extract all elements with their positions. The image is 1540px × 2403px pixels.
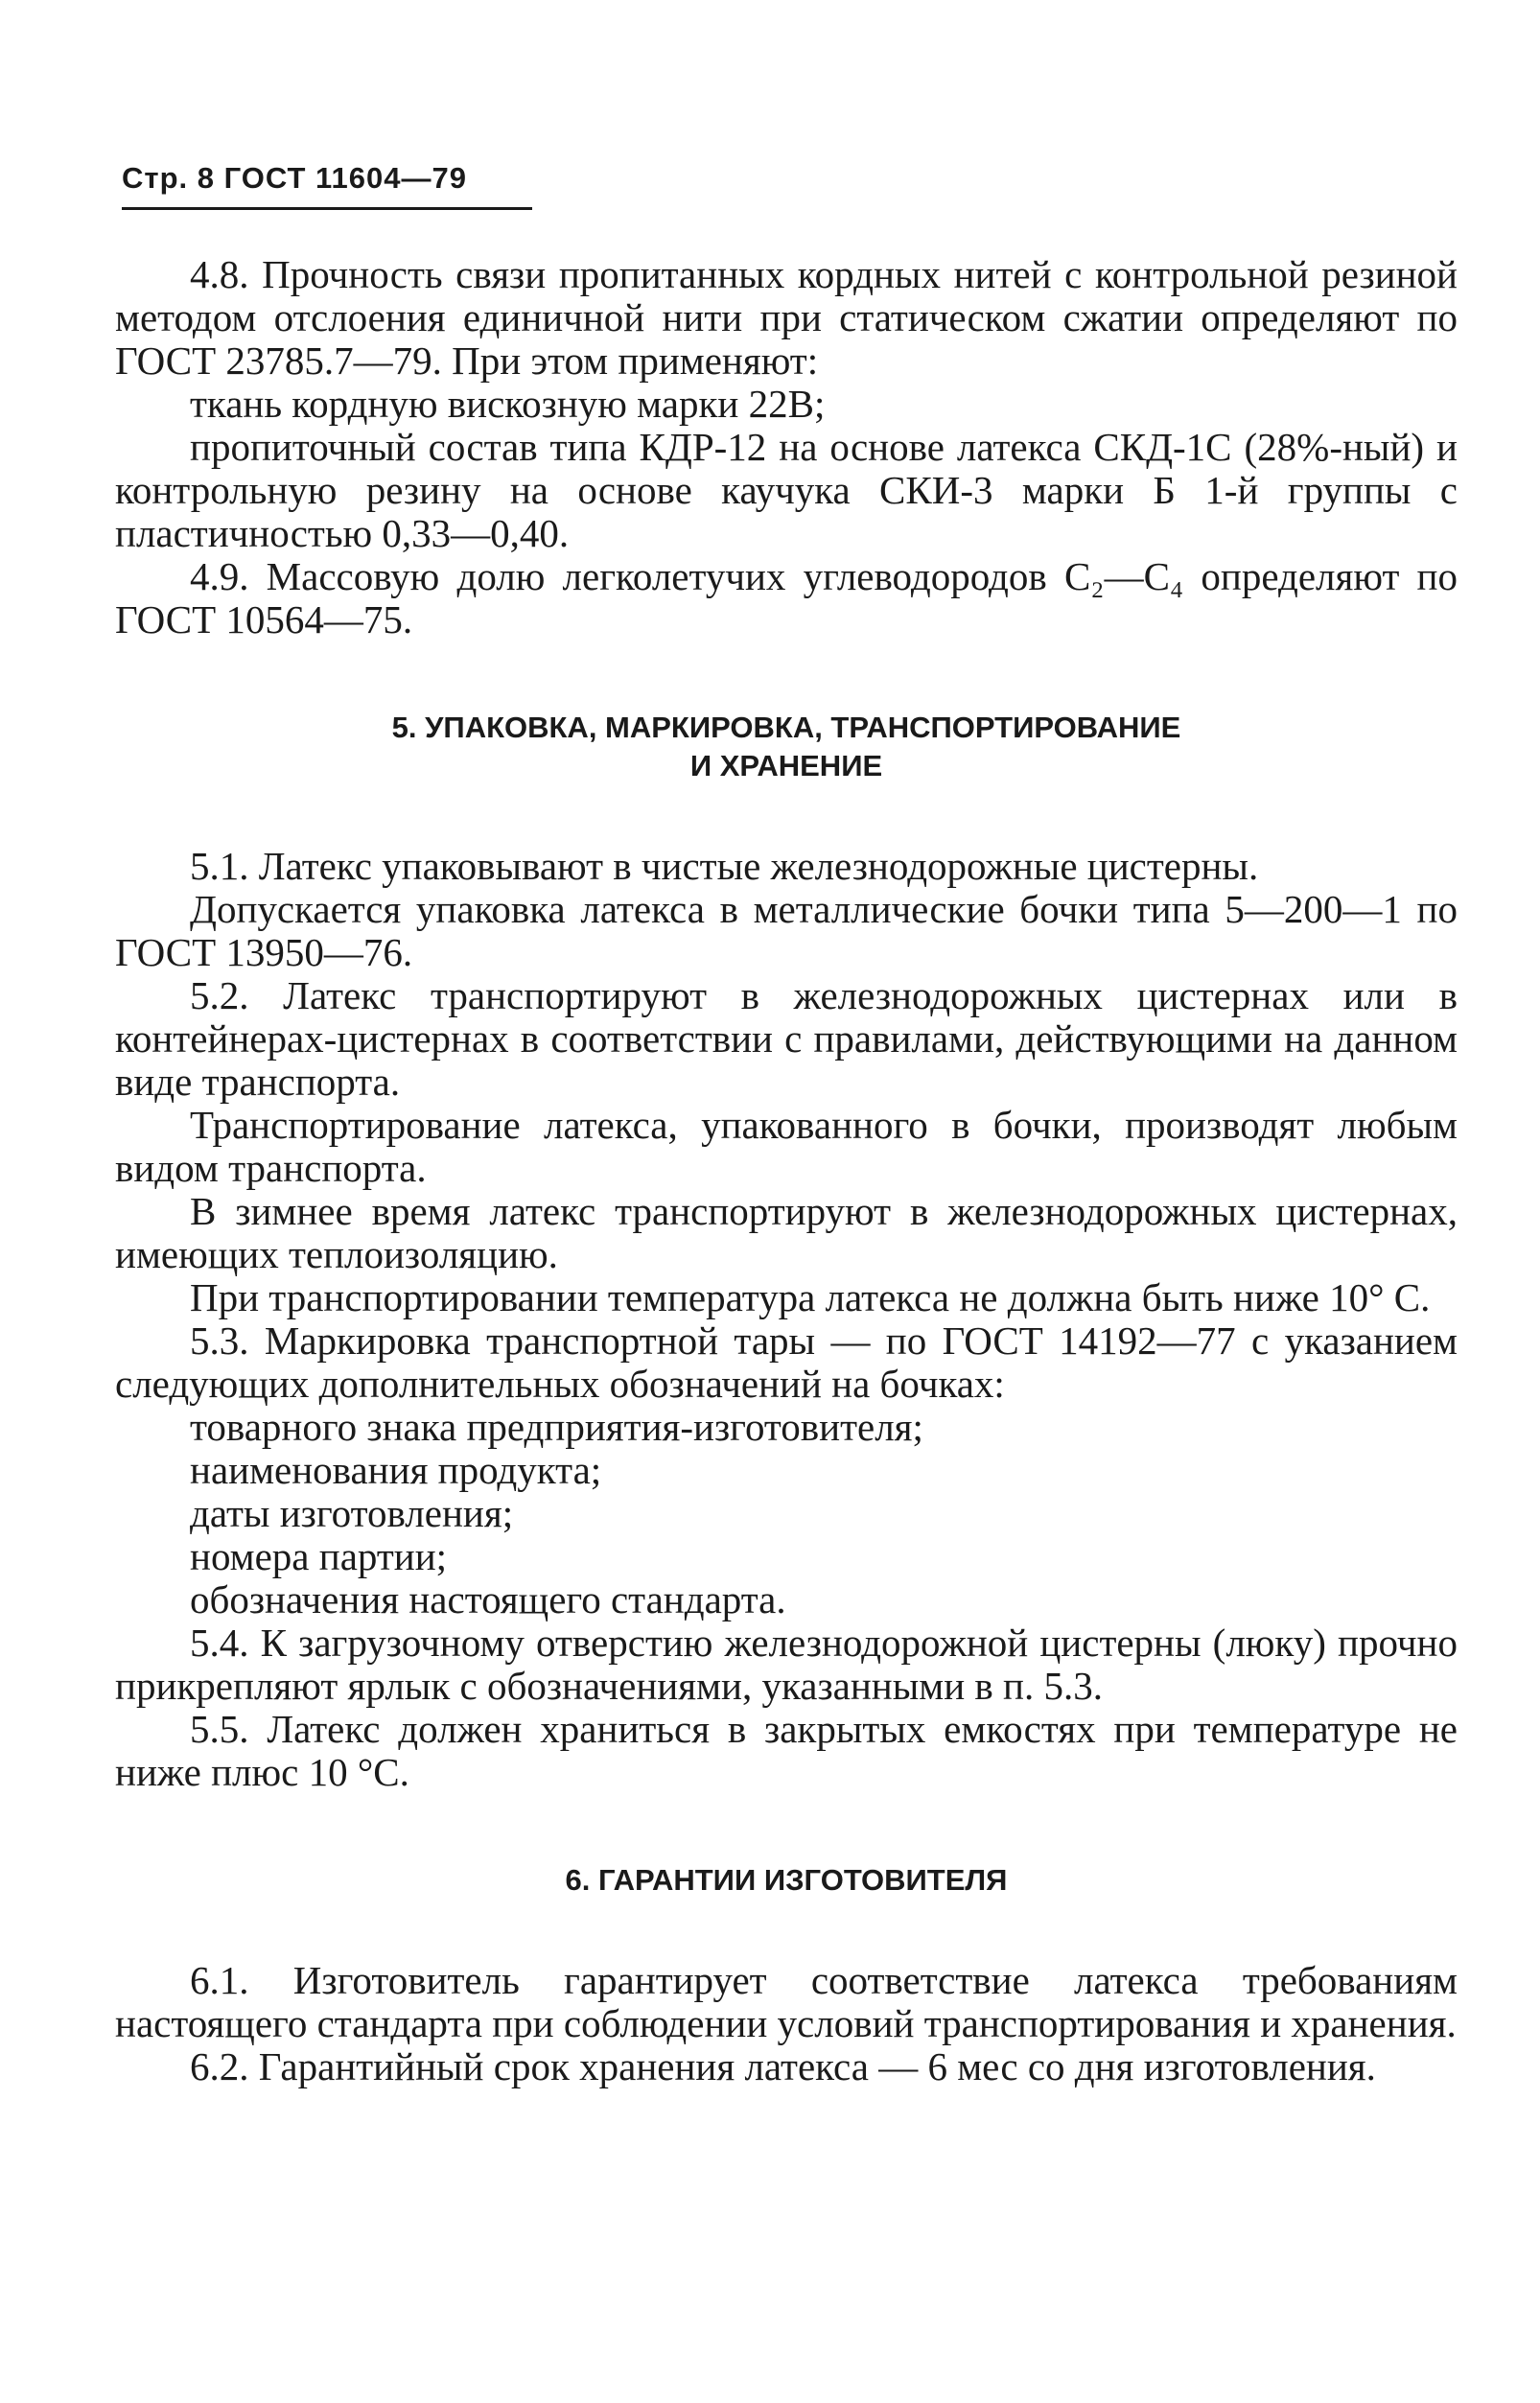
clause-4-9: 4.9. Массовую долю легколетучих углеводородов С₂—С₄ определяют по ГОСТ 10564—75. [115, 554, 1458, 642]
clause-5-5: 5.5. Латекс должен храниться в закрытых емкостях при температуре не ниже плюс 10 °С. [115, 1707, 1458, 1794]
clause-5-1-b: Допускается упаковка латекса в металлические бочки типа 5—200—1 по ГОСТ 13950—76. [115, 887, 1458, 974]
clause-6-1: 6.1. Изготовитель гарантирует соответствие латекса требованиям настоящего стандарта при соблюдении условий транспортирования и хранения. [115, 1958, 1458, 2045]
document-body [115, 253, 1458, 2088]
clause-5-4: 5.4. К загрузочному отверстию железнодорожной цистерны (люку) прочно прикрепляют ярлык с обозначениями, указанными в п. 5.3. [115, 1621, 1458, 1708]
clause-5-2-b: Транспортирование латекса, упакованного в бочки, производят любым видом транспорта. [115, 1103, 1458, 1190]
section-5-title-line-1: 5. УПАКОВКА, МАРКИРОВКА, ТРАНСПОРТИРОВАНИЕ [391, 711, 1181, 744]
clause-5-1: 5.1. Латекс упаковывают в чистые железнодорожные цистерны. [190, 844, 1259, 888]
clause-4-8-item-2: пропиточный состав типа КДР-12 на основе латекса СКД-1С (28%-ный) и контрольную резину на основе каучука СКИ-3 марки Б 1-й группы с пластичностью 0,33—0,40. [115, 425, 1458, 555]
header-rule [122, 207, 532, 210]
clause-5-2: 5.2. Латекс транспортируют в железнодорожных цистернах или в контейнерах-цистернах в соответствии с правилами, действующими на данном виде транспорта. [115, 973, 1458, 1104]
section-6-title: 6. ГАРАНТИИ ИЗГОТОВИТЕЛЯ [565, 1863, 1008, 1897]
section-5-title [115, 709, 1458, 785]
clause-5-3: 5.3. Маркировка транспортной тары — по ГОСТ 14192—77 с указанием следующих дополнительных обозначений на бочках: [115, 1318, 1458, 1406]
clause-6-2: 6.2. Гарантийный срок хранения латекса — 6 мес со дня изготовления. [190, 2044, 1376, 2088]
clause-5-3-item-1: товарного знака предприятия-изготовителя; [190, 1405, 923, 1449]
page-header: Стр. 8 ГОСТ 11604—79 [122, 161, 468, 195]
clause-4-8: 4.8. Прочность связи пропитанных кордных нитей с контрольной резиной методом отслоения единичной нити при статическом сжатии определяют по ГОСТ 23785.7—79. При этом применяют: [115, 252, 1458, 383]
clause-5-3-item-4: номера партии; [190, 1534, 448, 1578]
section-5-title-line-2: И ХРАНЕНИЕ [689, 749, 883, 782]
clause-5-2-c: В зимнее время латекс транспортируют в железнодорожных цистернах, имеющих теплоизоляцию. [115, 1189, 1458, 1276]
clause-4-8-item-1: ткань кордную вискозную марки 22В; [190, 382, 826, 426]
clause-5-3-item-2: наименования продукта; [190, 1448, 602, 1492]
clause-5-2-d: При транспортировании температура латекса не должна быть ниже 10° С. [190, 1275, 1431, 1319]
clause-5-3-item-5: обозначения настоящего стандарта. [190, 1577, 786, 1621]
clause-5-3-item-3: даты изготовления; [190, 1491, 514, 1535]
